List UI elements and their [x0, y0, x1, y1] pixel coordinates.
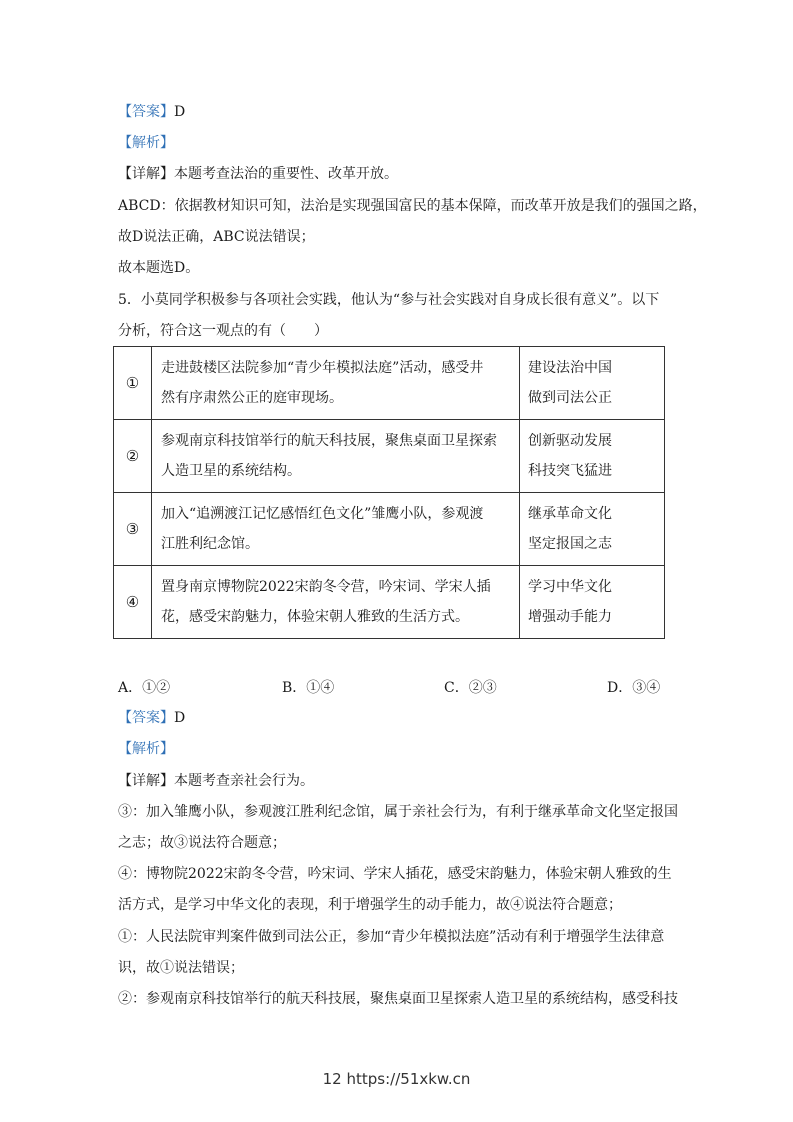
paragraph-line: 识，故①说法错误；	[118, 960, 244, 976]
row-number: ③	[114, 493, 152, 566]
table-row	[114, 566, 665, 639]
row-description	[152, 493, 520, 566]
question-table	[113, 346, 665, 639]
description-line: 然有序肃然公正的庭审现场。	[161, 390, 343, 406]
row-number: ②	[114, 420, 152, 493]
option-b: B．①④	[282, 680, 335, 696]
description-line: 加入“追溯渡江记忆感悟红色文化”雏鹰小队，参观渡	[161, 506, 484, 522]
value-line: 学习中华文化	[528, 579, 612, 595]
row-value	[520, 493, 665, 566]
value-line: 增强动手能力	[528, 609, 612, 625]
table-row	[114, 420, 665, 493]
description-line: 参观南京科技馆举行的航天科技展，聚焦桌面卫星探索	[161, 433, 497, 449]
value-line: 创新驱动发展	[528, 433, 612, 449]
paragraph-line: 故D说法正确，ABC说法错误；	[118, 229, 315, 245]
paragraph-line: ABCD：依据教材知识可知，法治是实现强国富民的基本保障，而改革开放是我们的强国之路，	[118, 198, 707, 214]
description-line: 走进鼓楼区法院参加“青少年模拟法庭”活动，感受井	[161, 360, 484, 376]
value-line: 坚定报国之志	[528, 536, 612, 552]
row-description	[152, 347, 520, 420]
description-line: 花，感受宋韵魅力，体验宋朝人雅致的生活方式。	[161, 609, 469, 625]
row-description	[152, 420, 520, 493]
option-c: C．②③	[444, 680, 497, 696]
paragraph-line: ④：博物院2022宋韵冬令营，吟宋词、学宋人插花，感受宋韵魅力，体验宋朝人雅致的生	[118, 866, 672, 882]
value-line: 科技突飞猛进	[528, 463, 612, 479]
option-d: D．③④	[607, 680, 661, 696]
question-stem: 5．小莫同学积极参与各项社会实践，他认为“参与社会实践对自身成长很有意义”。以下	[118, 292, 660, 308]
value-line: 建设法治中国	[528, 360, 612, 376]
row-value	[520, 566, 665, 639]
description-line: 江胜利纪念馆。	[161, 536, 259, 552]
page-number: 12	[322, 1070, 342, 1088]
paragraph-line: ②：参观南京科技馆举行的航天科技展，聚焦桌面卫星探索人造卫星的系统结构，感受科技	[118, 991, 678, 1007]
row-number: ④	[114, 566, 152, 639]
answer-value: D	[174, 104, 186, 120]
answer-tag: 【答案】	[118, 104, 174, 120]
description-line: 置身南京博物院2022宋韵冬令营，吟宋词、学宋人插	[161, 579, 491, 595]
row-value	[520, 420, 665, 493]
paragraph-line: ③：加入雏鹰小队，参观渡江胜利纪念馆，属于亲社会行为，有利于继承革命文化坚定报国	[118, 804, 678, 820]
table-row	[114, 493, 665, 566]
row-description	[152, 566, 520, 639]
detail-line-2	[118, 771, 314, 791]
value-line: 做到司法公正	[528, 390, 612, 406]
paragraph-line: 之志；故③说法符合题意；	[118, 835, 286, 851]
question-stem: 分析，符合这一观点的有（ ）	[118, 323, 328, 339]
description-line: 人造卫星的系统结构。	[161, 463, 301, 479]
analysis-tag: 【解析】	[118, 135, 174, 151]
detail-tag: 【详解】	[118, 166, 174, 182]
value-line: 继承革命文化	[528, 506, 612, 522]
detail-line-1	[118, 164, 398, 184]
answer-line-2	[118, 708, 185, 728]
paragraph-line: ①：人民法院审判案件做到司法公正，参加“青少年模拟法庭”活动有利于增强学生法律意	[118, 929, 665, 945]
analysis-tag: 【解析】	[118, 741, 174, 757]
paragraph-line: 活方式，是学习中华文化的表现，利于增强学生的动手能力，故④说法符合题意；	[118, 897, 622, 913]
answer-line-1	[118, 102, 185, 122]
page-footer	[0, 1070, 793, 1088]
table-row	[114, 347, 665, 420]
detail-text: 本题考查法治的重要性、改革开放。	[174, 166, 398, 182]
detail-tag: 【详解】	[118, 773, 174, 789]
paragraph-line: 故本题选D。	[118, 260, 200, 276]
footer-url[interactable]: https://51xkw.cn	[346, 1070, 471, 1088]
detail-text: 本题考查亲社会行为。	[174, 773, 314, 789]
row-number: ①	[114, 347, 152, 420]
row-value	[520, 347, 665, 420]
option-a: A．①②	[118, 680, 171, 696]
answer-tag: 【答案】	[118, 710, 174, 726]
answer-value: D	[174, 710, 186, 726]
